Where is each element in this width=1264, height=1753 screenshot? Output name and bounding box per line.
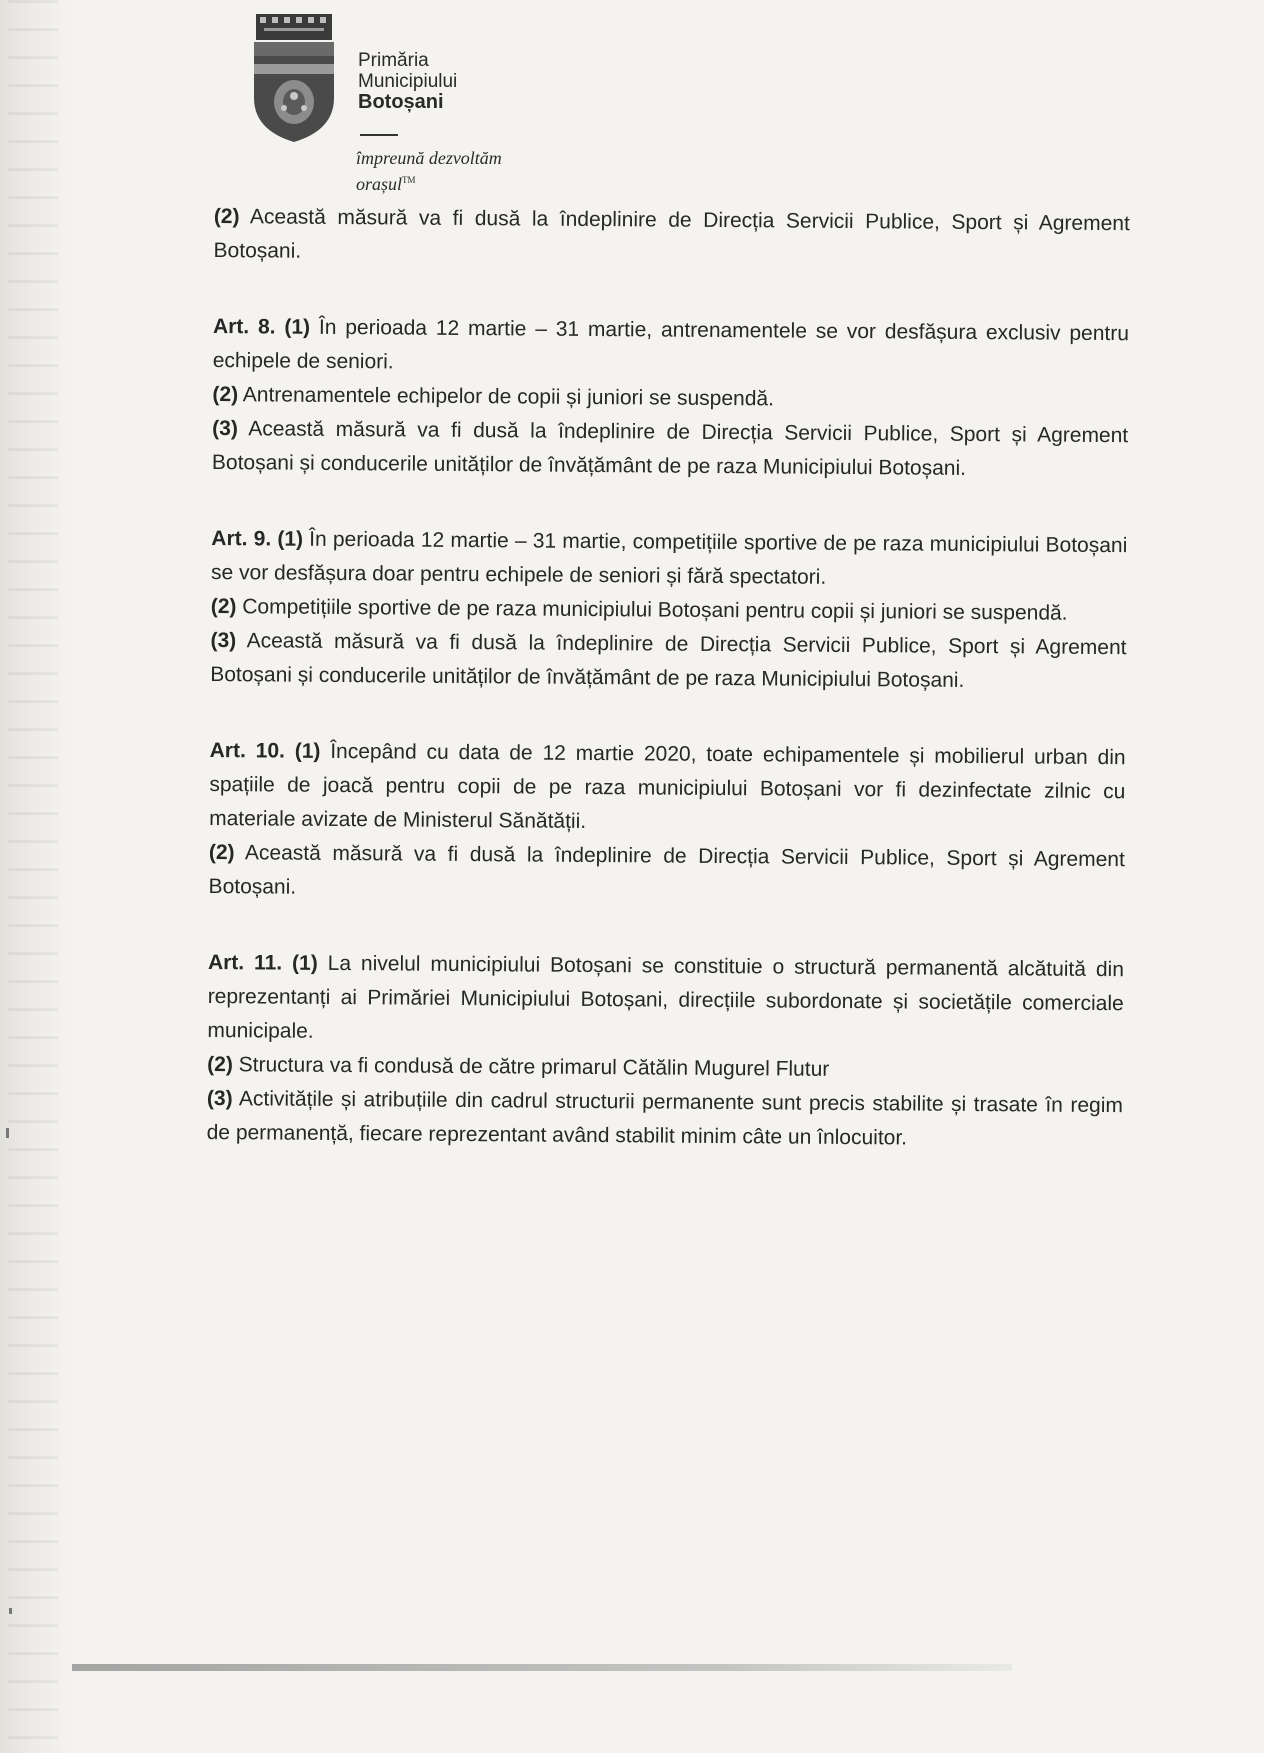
paragraph-number: (3) — [206, 1086, 233, 1111]
paragraph-text: La nivelul municipiului Botoșani se constituie o structură permanentă alcătuită din reprezentanți ai Primăriei Municipiului Botoșani, direcțiile subordonate și societățile comerciale municipale. — [207, 951, 1125, 1043]
motto-line: împreună dezvoltăm — [356, 148, 502, 168]
paragraph-number: (3) — [212, 416, 238, 441]
org-name-line: Primăria — [358, 50, 429, 71]
trademark-mark: TM — [402, 175, 416, 185]
paragraph-text: Această măsură va fi dusă la îndeplinire de Direcția Servicii Publice, Sport și Agrement Botoșani și conducerile unităților de învățământ de pe raza Municipiului Botoșani. — [211, 417, 1129, 480]
document-body — [207, 200, 1130, 1157]
org-name-line: Municipiului — [358, 71, 458, 92]
paragraph-number: (2) — [207, 1052, 233, 1077]
paragraph-text: Această măsură va fi dusă la îndeplinire de Direcția Servicii Publice, Sport și Agrement Botoșani și conducerile unităților de învățământ de pe raza Municipiului Botoșani. — [210, 629, 1127, 692]
paragraph-text: În perioada 12 martie – 31 martie, competițiile sportive de pe raza municipiului Botoșani se vor desfășura doar pentru echipele de seniori și fără spectatori. — [210, 527, 1128, 589]
org-name-line: Botoșani — [358, 91, 444, 113]
paragraph-number: (2) — [212, 382, 239, 407]
paragraph-text: Această măsură va fi dusă la îndeplinire de Direcția Servicii Publice, Sport și Agrement Botoșani. — [213, 205, 1130, 263]
article-11-paragraph-1 — [207, 946, 1124, 1055]
article-label: Art. 11. — [207, 950, 283, 975]
letterhead — [250, 12, 610, 192]
article-10-paragraph-1 — [209, 734, 1126, 843]
scan-edge-shadow — [0, 0, 70, 1753]
paragraph-number: (2) — [208, 840, 235, 865]
paragraph-text: Structura va fi condusă de către primarul Cătălin Mugurel Flutur — [232, 1053, 830, 1081]
article-label: Art. 9. — [211, 526, 272, 551]
paragraph — [212, 412, 1129, 487]
scan-speck — [9, 1608, 12, 1614]
letterhead-divider — [360, 134, 398, 136]
paragraph — [213, 200, 1130, 275]
paragraph-text: Competițiile sportive de pe raza municipiului Botoșani pentru copii și juniori se suspendă. — [236, 595, 1068, 625]
paragraph-number: (1) — [277, 527, 304, 551]
motto-line: orașul — [356, 174, 403, 194]
paragraph — [207, 1082, 1124, 1157]
paragraph-number: (1) — [291, 951, 318, 975]
motto — [356, 147, 502, 195]
paragraph-number: (1) — [284, 315, 311, 339]
paragraph-text: Antrenamentele echipelor de copii și juniori se suspendă. — [238, 383, 775, 411]
paragraph-number: (2) — [210, 594, 237, 619]
paragraph-text: Începând cu data de 12 martie 2020, toate echipamentele și mobilierul urban din spațiile de joacă pentru copii de pe raza municipiului Botoșani vor fi dezinfectate zilnic cu materiale avizate de Ministerul Sănătății. — [209, 739, 1126, 833]
paragraph-number: (2) — [213, 204, 240, 229]
article-8-paragraph-1 — [213, 310, 1130, 385]
footer-divider — [72, 1664, 1012, 1671]
paragraph — [210, 624, 1127, 699]
paragraph-text: În perioada 12 martie – 31 martie, antrenamentele se vor desfășura exclusiv pentru echipele de seniori. — [212, 315, 1130, 374]
paragraph-text: Această măsură va fi dusă la îndeplinire de Direcția Servicii Publice, Sport și Agrement Botoșani. — [208, 841, 1125, 899]
coat-of-arms-icon — [250, 12, 338, 144]
paragraph-text: Activitățile și atribuțiile din cadrul structurii permanente sunt precis stabilite și trasate în regim de permanență, fiecare reprezentant având stabilit minim câte un înlocuitor. — [206, 1087, 1124, 1150]
paragraph — [208, 836, 1125, 911]
article-label: Art. 10. — [209, 738, 285, 763]
article-9-paragraph-1 — [211, 522, 1128, 597]
organization-name — [358, 50, 457, 113]
scan-speck — [6, 1128, 9, 1138]
article-label: Art. 8. — [212, 314, 276, 339]
paragraph-number: (1) — [294, 739, 321, 763]
paragraph-number: (3) — [210, 628, 237, 653]
